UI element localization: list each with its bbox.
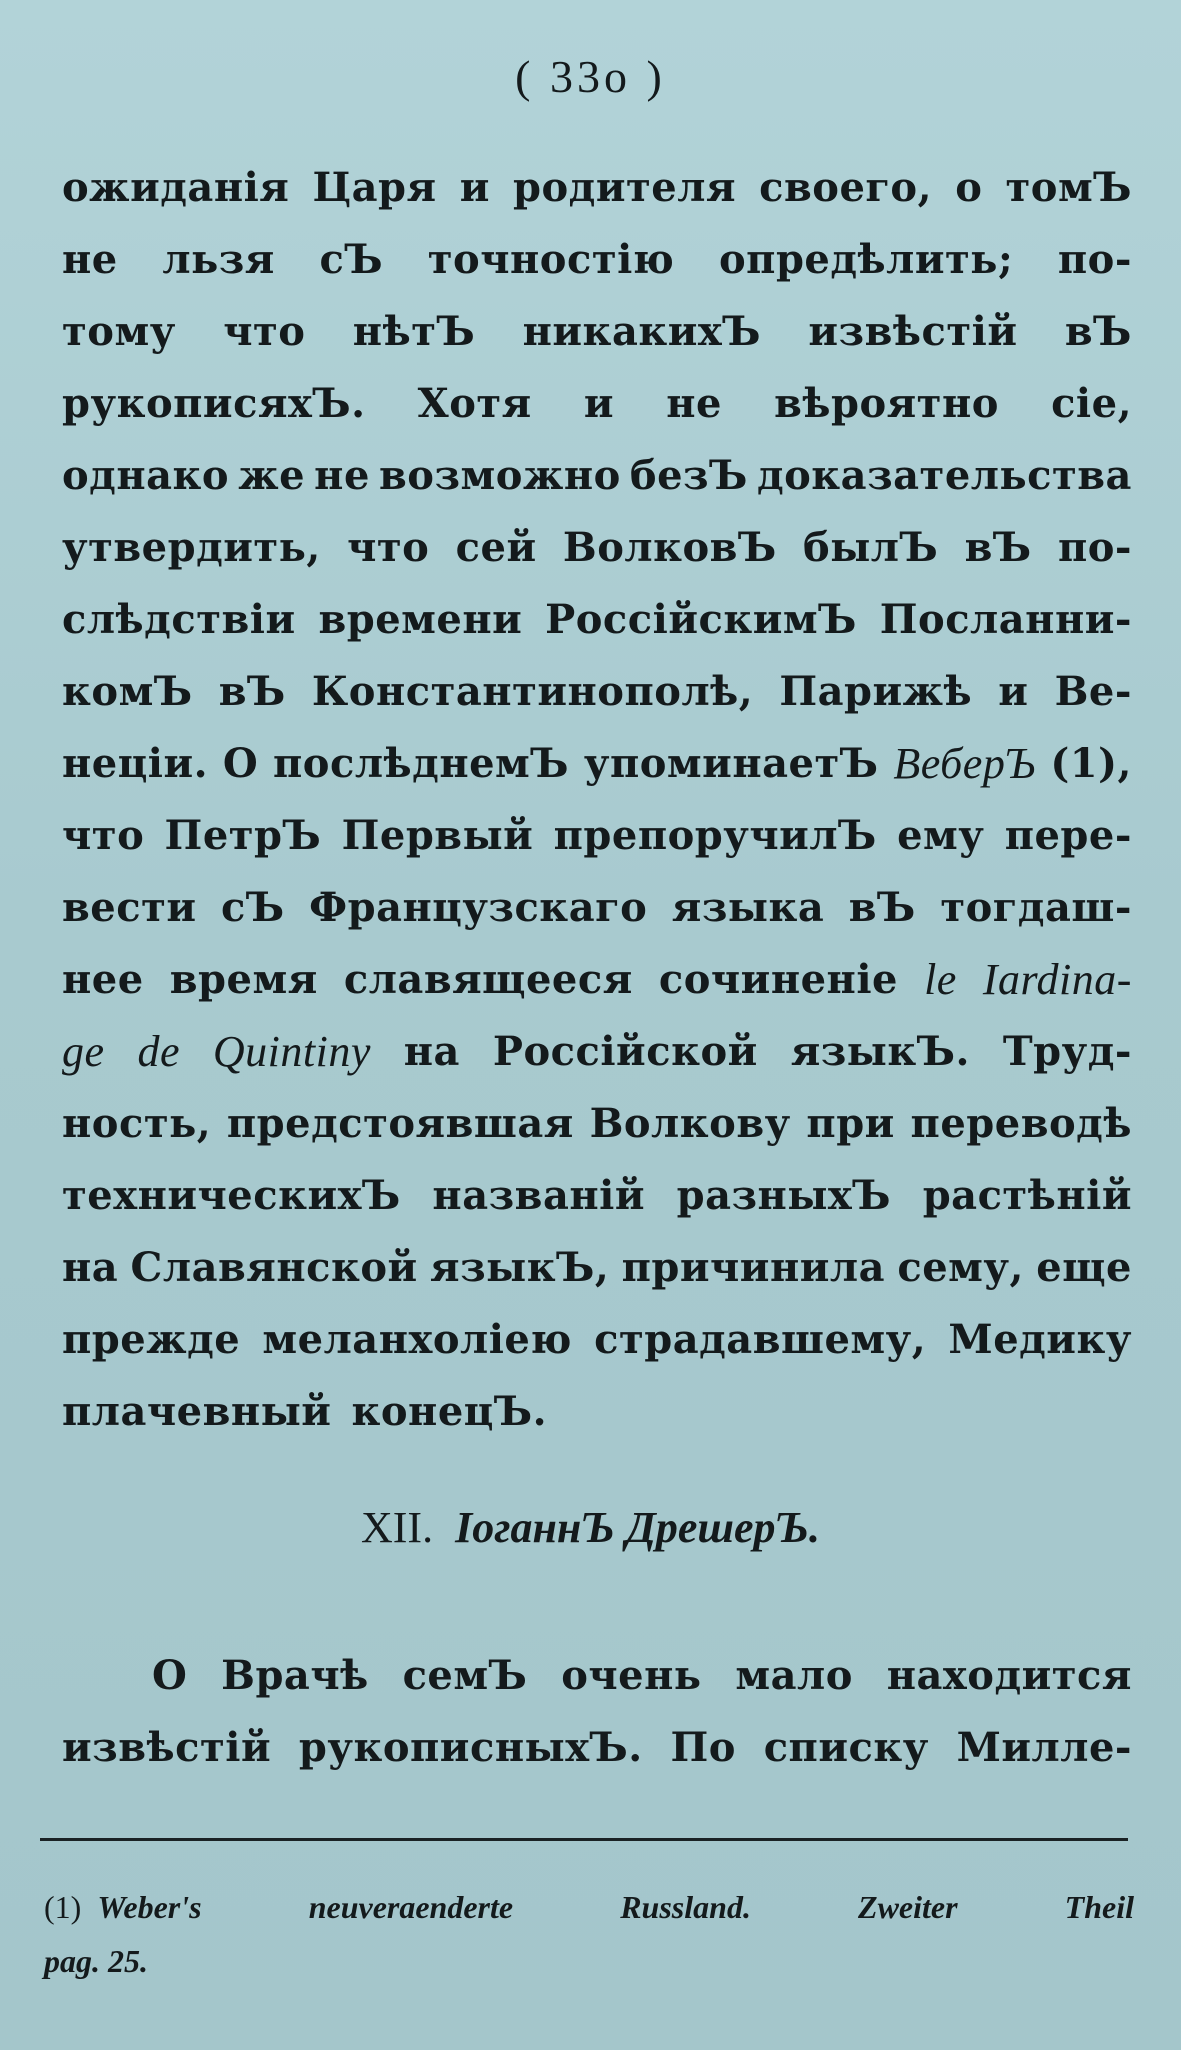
text-line xyxy=(62,1088,1132,1160)
word: препоручилЪ xyxy=(553,812,877,859)
footnote-line xyxy=(44,1934,1134,1988)
word: переводѣ xyxy=(910,1100,1132,1147)
word: своего, xyxy=(759,164,933,211)
word: По xyxy=(670,1724,736,1771)
word: возможно xyxy=(379,452,621,499)
word: извѣстій xyxy=(62,1724,272,1771)
word: находится xyxy=(886,1652,1132,1699)
word: языкЪ, xyxy=(430,1244,610,1291)
text-line xyxy=(62,656,1132,728)
word: плачевный xyxy=(62,1388,332,1435)
text-line xyxy=(62,1640,1132,1712)
word: вЪ xyxy=(1064,308,1132,355)
word: еще xyxy=(1036,1244,1132,1291)
text-line xyxy=(62,440,1132,512)
section-heading xyxy=(0,1502,1181,1553)
text-line xyxy=(62,944,1132,1016)
text-line xyxy=(62,1712,1132,1784)
word: послѣднемЪ xyxy=(273,740,570,787)
word: утвердить, xyxy=(62,524,321,571)
word: списку xyxy=(763,1724,929,1771)
text-line xyxy=(62,1016,1132,1088)
word: не xyxy=(62,236,118,283)
word: Славянской xyxy=(130,1244,418,1291)
word: упоминаетЪ xyxy=(583,740,879,787)
word: время xyxy=(169,956,318,1003)
word: О xyxy=(152,1652,188,1699)
text-line xyxy=(62,1160,1132,1232)
word: и xyxy=(583,380,615,427)
word: по- xyxy=(1057,236,1132,283)
word: Парижѣ xyxy=(779,668,973,715)
word: на xyxy=(403,1028,460,1075)
word: при xyxy=(806,1100,895,1147)
word: вЪ xyxy=(964,524,1032,571)
word: вЪ xyxy=(218,668,286,715)
word: разныхЪ xyxy=(676,1172,892,1219)
word: Милле- xyxy=(956,1724,1132,1771)
word: названій xyxy=(432,1172,645,1219)
word: сЪ xyxy=(221,884,285,931)
text-line xyxy=(62,800,1132,872)
word: славящееся xyxy=(343,956,633,1003)
section-title: ІоганнЪ ДрешерЪ. xyxy=(455,1503,820,1552)
word: РоссійскимЪ xyxy=(545,596,857,643)
text-line xyxy=(62,1304,1132,1376)
word: (1), xyxy=(1050,740,1132,787)
word: неціи. xyxy=(62,740,209,787)
word: языка xyxy=(671,884,825,931)
word: О xyxy=(222,740,259,787)
footnote-line xyxy=(44,1880,1134,1934)
word: никакихЪ xyxy=(522,308,762,355)
word: сей xyxy=(455,524,537,571)
word: не xyxy=(666,380,722,427)
footnote-marker: (1) xyxy=(44,1889,82,1925)
word: Французскаго xyxy=(309,884,648,931)
word: вѣроятно xyxy=(774,380,999,427)
word: что xyxy=(347,524,430,571)
word: ему xyxy=(897,812,985,859)
text-line xyxy=(62,512,1132,584)
word: Врачѣ xyxy=(221,1652,369,1699)
word: что xyxy=(223,308,306,355)
word: сіе, xyxy=(1051,380,1132,427)
word: родителя xyxy=(513,164,736,211)
word: и xyxy=(998,668,1029,715)
text-line xyxy=(62,1232,1132,1304)
word: Россійской xyxy=(492,1028,758,1075)
word: Царя xyxy=(312,164,437,211)
word: сочиненіе xyxy=(658,956,898,1003)
word: однако xyxy=(62,452,230,499)
word: не xyxy=(314,452,370,499)
text-line xyxy=(62,152,1132,224)
text-line xyxy=(62,584,1132,656)
word: нее xyxy=(62,956,144,1003)
word: по- xyxy=(1057,524,1132,571)
word: же xyxy=(238,452,306,499)
text-line xyxy=(62,224,1132,296)
word: тому xyxy=(62,308,176,355)
word: точностію xyxy=(427,236,675,283)
word: Волкову xyxy=(589,1100,791,1147)
word: что xyxy=(62,812,145,859)
footnote xyxy=(44,1880,1134,1988)
word: Ве- xyxy=(1054,668,1132,715)
footnote-page: pag. 25. xyxy=(44,1943,148,1979)
word: растѣній xyxy=(922,1172,1132,1219)
word: сЪ xyxy=(319,236,384,283)
word: Первый xyxy=(341,812,534,859)
word: на xyxy=(62,1244,119,1291)
word: мало xyxy=(735,1652,853,1699)
footnote-reference: Weber's neuveraenderte Russland. Zweiter Theil xyxy=(97,1889,1134,1925)
word: Хотя xyxy=(417,380,532,427)
word: слѣдствіи xyxy=(62,596,296,643)
word: о xyxy=(955,164,983,211)
text-line xyxy=(62,368,1132,440)
word: опредѣлить; xyxy=(718,236,1014,283)
word: былЪ xyxy=(803,524,939,571)
word: рукописныхЪ. xyxy=(298,1724,643,1771)
text-line xyxy=(62,1376,1132,1448)
footnote-rule xyxy=(40,1838,1128,1841)
word: льзя xyxy=(162,236,275,283)
word: языкЪ. xyxy=(790,1028,970,1075)
paragraph-main xyxy=(62,152,1132,1448)
word: ge xyxy=(62,1027,105,1076)
word: времени xyxy=(318,596,523,643)
word: извѣстій xyxy=(808,308,1018,355)
word: комЪ xyxy=(62,668,193,715)
word: меланхоліею xyxy=(262,1316,572,1363)
word: Константинополѣ, xyxy=(311,668,754,715)
word: страдавшему, xyxy=(594,1316,927,1363)
word: Iardina- xyxy=(982,955,1132,1004)
word: ПетрЪ xyxy=(164,812,322,859)
word: пере- xyxy=(1004,812,1132,859)
text-line xyxy=(62,296,1132,368)
page-number: ( 33o ) xyxy=(515,51,666,102)
word: Медику xyxy=(948,1316,1132,1363)
word: тогдаш- xyxy=(940,884,1132,931)
word: Quintiny xyxy=(212,1027,371,1076)
word: рукописяхЪ. xyxy=(62,380,366,427)
word: и xyxy=(459,164,490,211)
word: Труд- xyxy=(1002,1028,1132,1075)
word: ВеберЪ xyxy=(893,739,1036,788)
word: de xyxy=(137,1027,180,1076)
word: семЪ xyxy=(402,1652,528,1699)
text-line xyxy=(62,872,1132,944)
paragraph-section xyxy=(62,1640,1132,1784)
word: Посланни- xyxy=(879,596,1132,643)
word: ожиданія xyxy=(62,164,290,211)
word: причинила xyxy=(621,1244,886,1291)
word: прежде xyxy=(62,1316,241,1363)
word: нѣтЪ xyxy=(352,308,476,355)
word: ВолковЪ xyxy=(562,524,777,571)
word: доказательства xyxy=(756,452,1132,499)
word: сему, xyxy=(897,1244,1024,1291)
word: томЪ xyxy=(1005,164,1132,211)
word: техническихЪ xyxy=(62,1172,401,1219)
section-number: XII. xyxy=(361,1503,434,1552)
word: безЪ xyxy=(629,452,748,499)
word: ность, xyxy=(62,1100,212,1147)
word: вЪ xyxy=(848,884,916,931)
word: le xyxy=(924,955,957,1004)
text-line xyxy=(62,728,1132,800)
word: очень xyxy=(561,1652,702,1699)
word: предстоявшая xyxy=(226,1100,574,1147)
word: вести xyxy=(62,884,197,931)
word: конецЪ. xyxy=(351,1388,547,1435)
